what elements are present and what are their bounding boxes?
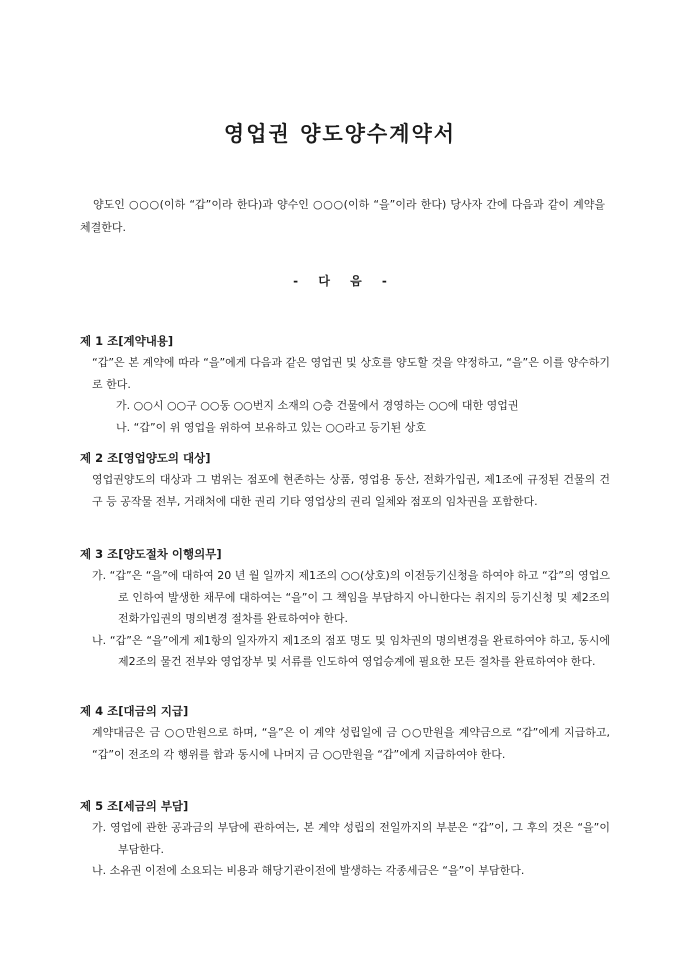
article-item: 나. “갑”은 “을”에게 제1항의 일자까지 제1조의 점포 명도 및 임차권의 명의변경을 완료하여야 하고, 동시에 제2조의 물건 전부와 영업장부 및 서류를 인도하여 영업승계에 필요한 모든 절차를 완료하여야 한다. <box>92 633 610 668</box>
article-title: 제 4 조[대금의 지급] <box>80 704 189 718</box>
article-item: 가. “갑”은 “을”에 대하여 20 년 월 일까지 제1조의 ○○(상호)의 이전등기신청을 하여야 하고 “갑”의 영업으로 인하여 발생한 채무에 대하여는 “을”이 그 책임을 부담하지 아니한다는 취지의 등기신청 및 제2조의 전화가입권의 명의변경 절차를 완료하여야 한다. <box>92 569 610 625</box>
article-3 <box>80 543 610 673</box>
article-sub-item: 나. “갑”이 위 영업을 위하여 보유하고 있는 ○○라고 등기된 상호 <box>116 420 426 434</box>
article-item: 나. 소유권 이전에 소요되는 비용과 해당기관이전에 발생하는 각종세금은 “을”이 부담한다. <box>92 864 525 877</box>
article-text: 계약대금은 금 ○○만원으로 하며, “을”은 이 계약 성립일에 금 ○○만원을 계약금으로 “갑”에게 지급하고, “갑”이 전조의 각 행위를 함과 동시에 나머지 금 ○○만원을 “갑”에게 지급하여야 한다. <box>92 726 610 761</box>
article-title: 제 5 조[세금의 부담] <box>80 799 189 813</box>
article-text: “갑”은 본 계약에 따라 “을”에게 다음과 같은 영업권 및 상호를 양도할 것을 약정하고, “을”은 이를 양수하기로 한다. <box>92 356 610 391</box>
article-title: 제 2 조[영업양도의 대상] <box>80 451 211 465</box>
article-sub-item: 가. ○○시 ○○구 ○○동 ○○번지 소재의 ○층 건물에서 경영하는 ○○에 대한 영업권 <box>116 399 519 412</box>
article-1 <box>80 330 610 438</box>
article-text: 영업권양도의 대상과 그 범위는 점포에 현존하는 상품, 영업용 동산, 전화가입권, 제1조에 규정된 건물의 건구 등 공작물 전부, 거래처에 대한 권리 기타 영업상의 권리 일체와 점포의 임차권을 포함한다. <box>92 473 610 508</box>
article-title: 제 1 조[계약내용] <box>80 334 174 348</box>
section-heading: - 다 음 - <box>293 274 387 288</box>
article-title: 제 3 조[양도절차 이행의무] <box>80 547 222 561</box>
article-2 <box>80 447 610 512</box>
article-5 <box>80 795 610 882</box>
document-title: 영업권 양도양수계약서 <box>223 122 457 146</box>
intro-paragraph: 양도인 ○○○(이하 “갑”이라 한다)과 양수인 ○○○(이하 “을”이라 한다) 당사자 간에 다음과 같이 계약을 체결한다. <box>80 198 605 234</box>
article-4 <box>80 700 610 765</box>
article-item: 가. 영업에 관한 공과금의 부담에 관하여는, 본 계약 성립의 전일까지의 부분은 “갑”이, 그 후의 것은 “을”이 부담한다. <box>92 821 610 856</box>
